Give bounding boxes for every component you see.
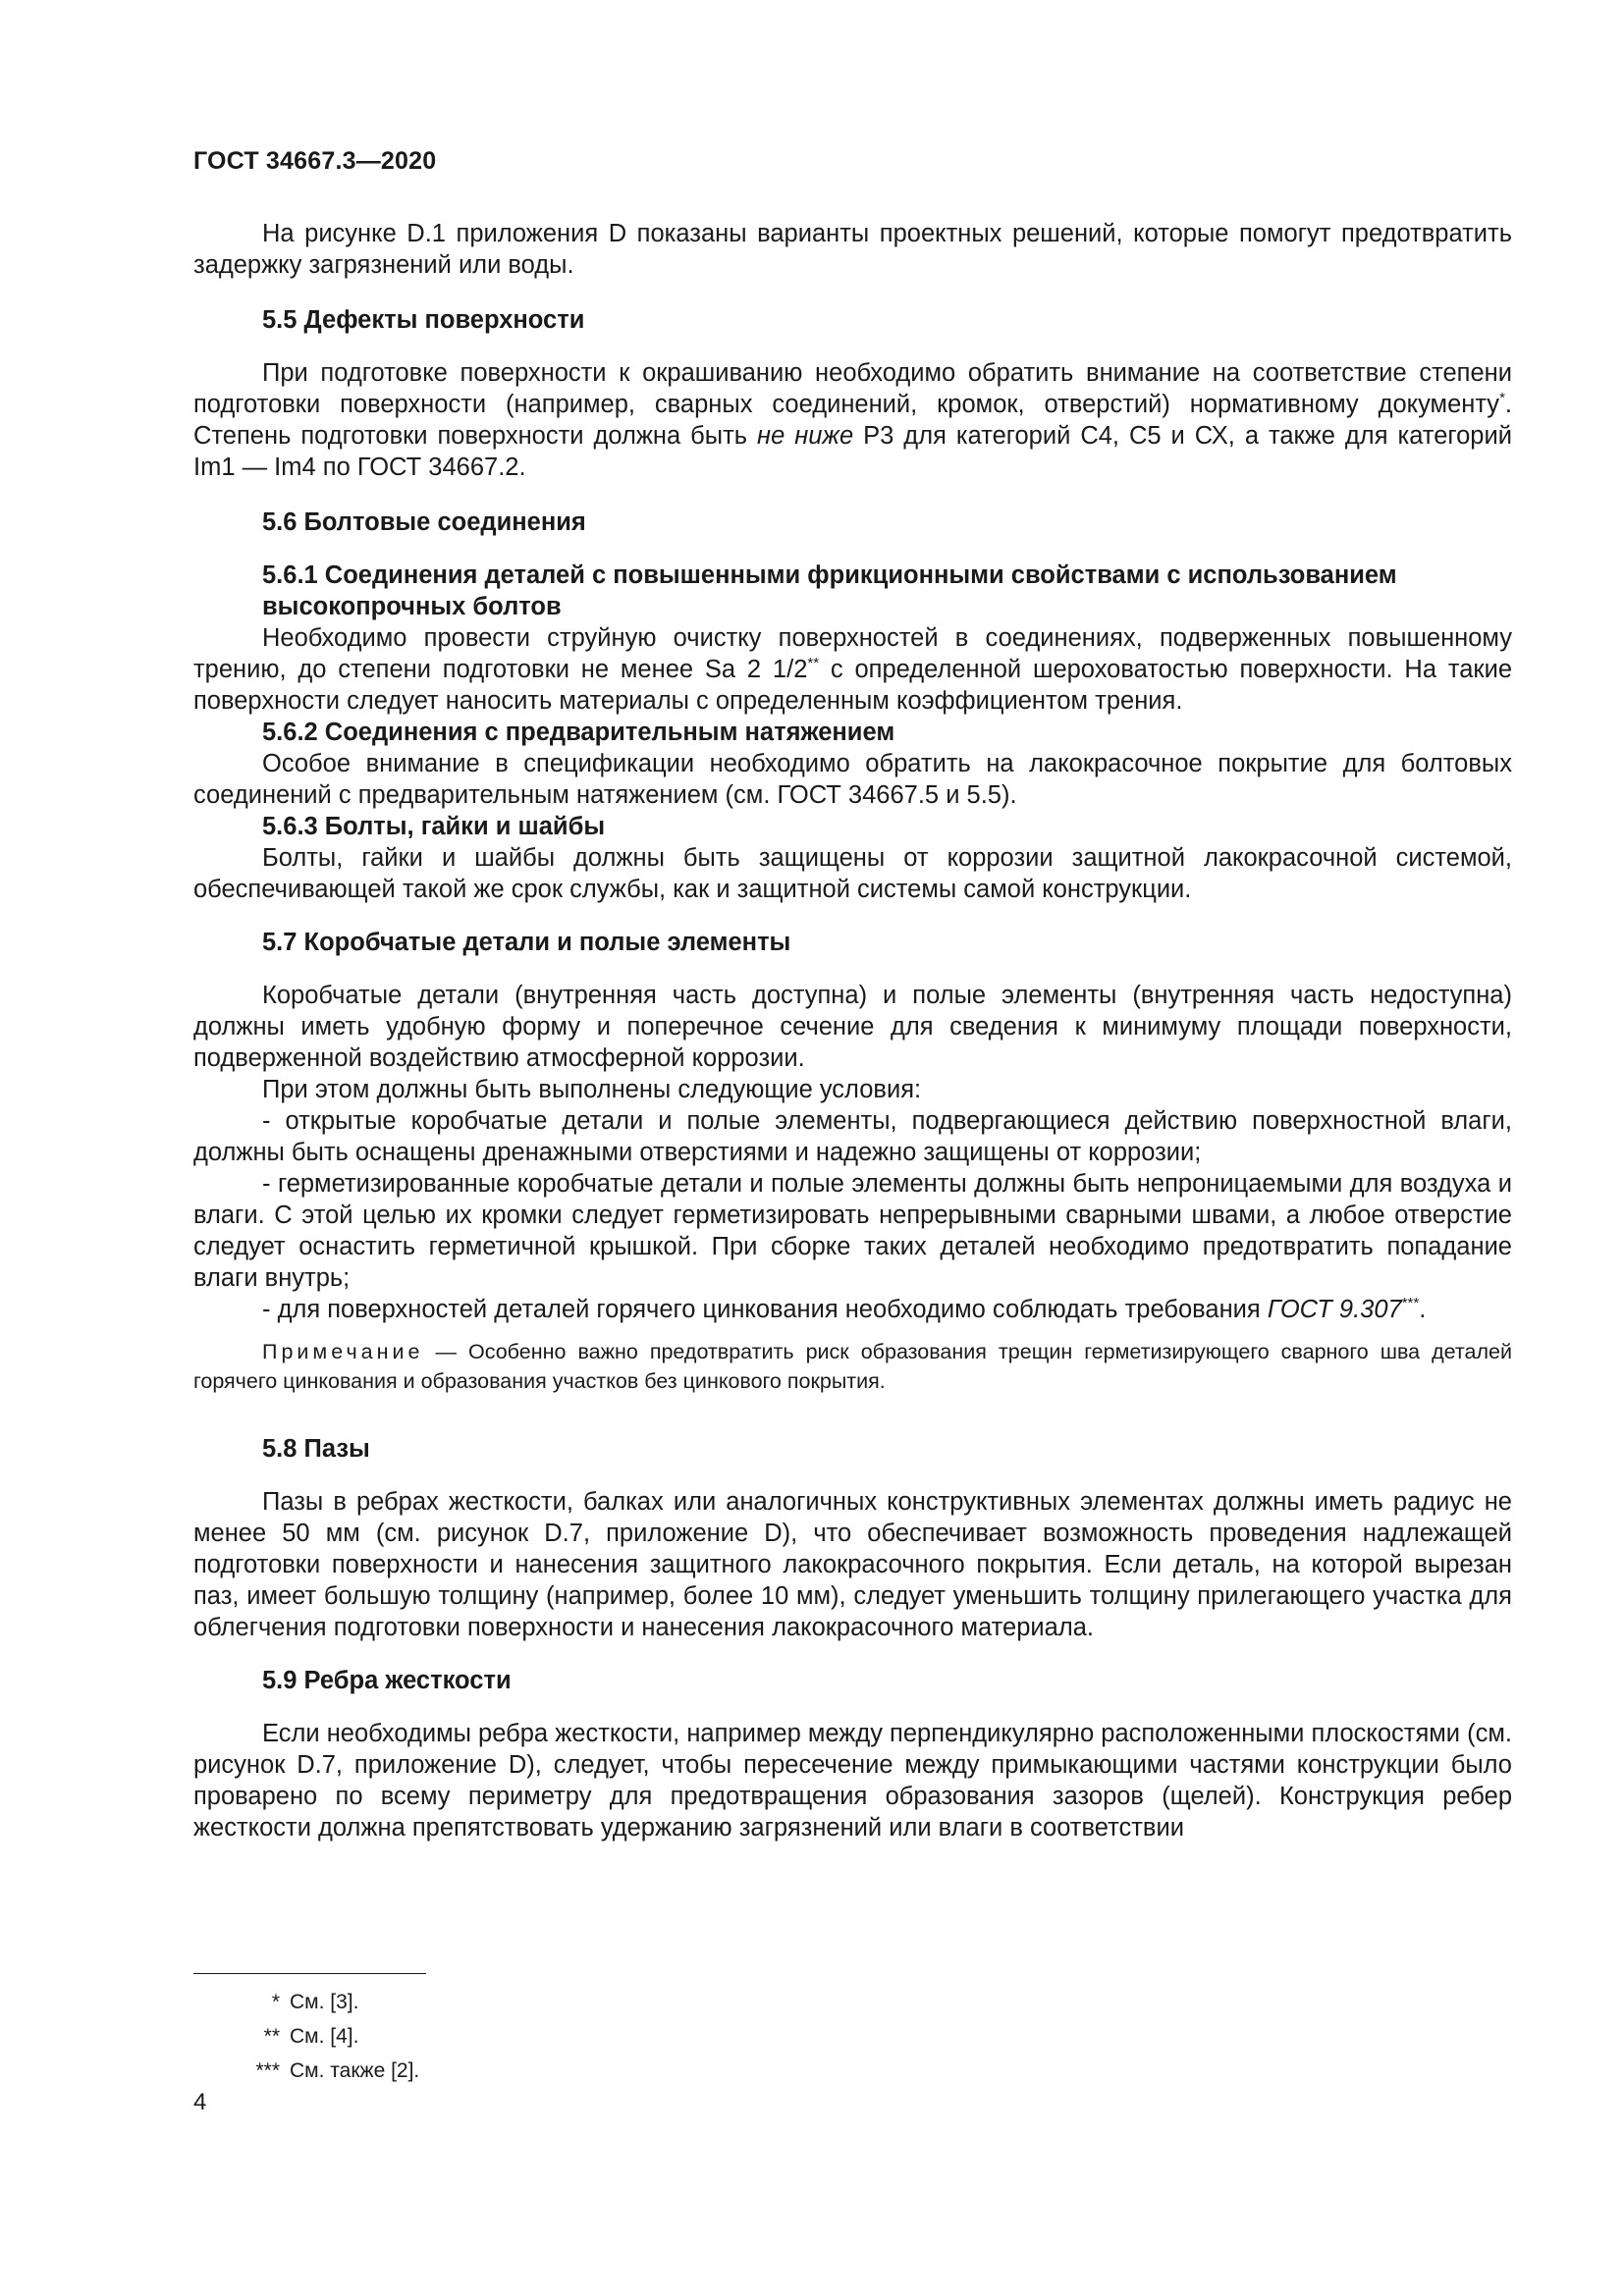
section-5-9-paragraph: Если необходимы ребра жесткости, например между перпендикулярно расположенными плоскостями (см. рисунок D.7, приложение D), следует, чтобы пересечение между примыкающими частями конструкции было проварено по всему периметру для предотвращения образования зазоров (щелей). Конструкция ребер жесткости должна препятствовать удержанию загрязнений или влаги в соответствии (193, 1720, 1512, 1842)
footnote-ref: * (1499, 390, 1505, 406)
footnote-ref: *** (1401, 1295, 1420, 1311)
footnote-item (193, 1985, 419, 2019)
section-5-7-bullet-1: - открытые коробчатые детали и полые элементы, подвергающиеся действию поверхностной влаги, должны быть оснащены дренажными отверстиями и надежно защищены от коррозии; (193, 1107, 1512, 1166)
footnote-separator (193, 1973, 426, 1974)
footnote-text: См. [4]. (290, 2025, 359, 2048)
note-text: — Особенно важно предотвратить риск образования трещин герметизирующего сварного шва деталей горячего цинкования и образования участков без цинкового покрытия. (193, 1340, 1512, 1393)
document-body (193, 218, 1512, 1843)
section-5-5-heading: 5.5 Дефекты поверхности (262, 306, 585, 334)
intro-paragraph: На рисунке D.1 приложения D показаны варианты проектных решений, которые помогут предотвратить задержку загрязнений или воды. (193, 220, 1512, 279)
note-label: Примечание (262, 1340, 424, 1363)
standard-reference: ГОСТ 9.307 (1267, 1296, 1402, 1323)
section-5-6-1-heading: 5.6.1 Соединения деталей с повышенными фрикционными свойствами с использованием высокопрочных болтов (262, 561, 1397, 620)
section-5-7-note (193, 1337, 1512, 1396)
section-5-7-conditions-intro: При этом должны быть выполнены следующие условия: (262, 1076, 922, 1103)
section-5-6-3-heading: 5.6.3 Болты, гайки и шайбы (262, 813, 606, 840)
text-run: . (1419, 1296, 1427, 1323)
text-run: При подготовке поверхности к окрашиванию необходимо обратить внимание на соответствие степени подготовки поверхности (например, сварных соединений, кромок, отверстий) нормативному документу (193, 359, 1512, 418)
footnote-ref: ** (807, 655, 820, 671)
footnote-mark: *** (255, 2059, 280, 2082)
section-5-6-2-heading: 5.6.2 Соединения с предварительным натяжением (262, 719, 895, 746)
section-5-6-3-paragraph: Болты, гайки и шайбы должны быть защищены от коррозии защитной лакокрасочной системой, обеспечивающей такой же срок службы, как и защитной системы самой конструкции. (193, 844, 1512, 903)
section-5-7-bullet-3 (193, 1294, 1512, 1325)
section-5-5-paragraph (193, 357, 1512, 483)
text-run: Необходимо провести струйную очистку поверхностей в соединениях, подверженных повышенному трению, до степени подготовки не менее Sa 2 1/2 (193, 624, 1512, 683)
text-run: Р3 для категорий С4, С5 и СХ, а также для категорий Im1 — Im4 по ГОСТ 34667.2. (193, 422, 1512, 481)
footnotes (193, 1985, 419, 2088)
text-run: . Степень подготовки поверхности должна быть (193, 391, 1512, 450)
document-header: ГОСТ 34667.3—2020 (193, 147, 437, 175)
section-5-8-heading: 5.8 Пазы (262, 1435, 370, 1463)
footnote-item (193, 2019, 419, 2054)
text-run: с определенной шероховатостью поверхности. На такие поверхности следует наносить материалы с определенным коэффициентом трения. (193, 656, 1512, 715)
section-5-7-bullet-2: - герметизированные коробчатые детали и полые элементы должны быть непроницаемыми для воздуха и влаги. С этой целью их кромки следует герметизировать непрерывными сварными швами, а любое отверстие следует оснастить герметичной крышкой. При сборке таких деталей необходимо предотвратить попадание влаги внутрь; (193, 1170, 1512, 1292)
text-run: - для поверхностей деталей горячего цинкования необходимо соблюдать требования (262, 1296, 1268, 1323)
emphasis-text: не ниже (757, 422, 854, 450)
footnote-text: См. также [2]. (290, 2059, 420, 2082)
section-5-6-1-paragraph (193, 622, 1512, 717)
section-5-6-2-paragraph: Особое внимание в спецификации необходимо обратить на лакокрасочное покрытие для болтовых соединений с предварительным натяжением (см. ГОСТ 34667.5 и 5.5). (193, 750, 1512, 809)
footnote-mark: ** (263, 2025, 280, 2048)
section-5-9-heading: 5.9 Ребра жесткости (262, 1667, 512, 1694)
footnote-item (193, 2054, 419, 2088)
page-number: 4 (193, 2089, 207, 2115)
section-5-7-paragraph: Коробчатые детали (внутренняя часть доступна) и полые элементы (внутренняя часть недоступна) должны иметь удобную форму и поперечное сечение для сведения к минимуму площади поверхности, подверженной воздействию атмосферной коррозии. (193, 982, 1512, 1072)
section-5-7-heading: 5.7 Коробчатые детали и полые элементы (262, 929, 791, 956)
footnote-text: См. [3]. (290, 1991, 359, 2013)
footnote-mark: * (271, 1991, 280, 2013)
section-5-6-heading: 5.6 Болтовые соединения (262, 508, 586, 536)
section-5-8-paragraph: Пазы в ребрах жесткости, балках или аналогичных конструктивных элементах должны иметь радиус не менее 50 мм (см. рисунок D.7, приложение D), что обеспечивает возможность проведения надлежащей подготовки поверхности и нанесения защитного лакокрасочного покрытия. Если деталь, на которой вырезан паз, имеет большую толщину (например, более 10 мм), следует уменьшить толщину прилегающего участка для облегчения подготовки поверхности и нанесения лакокрасочного материала. (193, 1488, 1512, 1641)
